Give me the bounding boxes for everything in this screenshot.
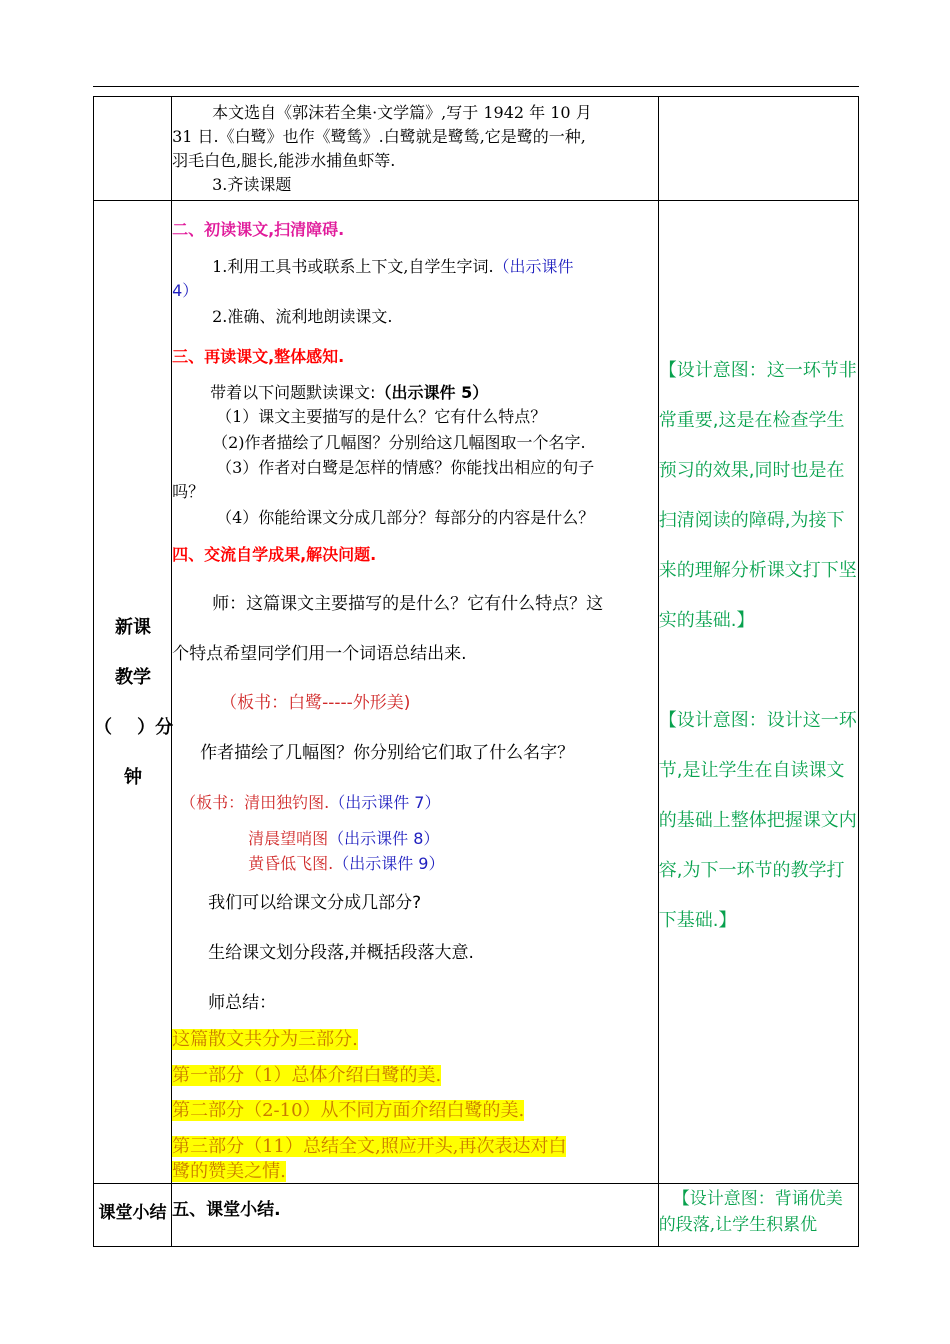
courseware-5-link[interactable]: （出示课件 5） <box>375 383 489 402</box>
teacher-question-1: 师：这篇课文主要描写的是什么？它有什么特点？这 <box>212 594 604 614</box>
summary-line-2: 第二部分（2-10）从不同方面介绍白鹭的美. <box>172 1100 525 1121</box>
intro-line-3: 羽毛白色,腿长,能涉水捕鱼虾等. <box>172 151 396 170</box>
lesson-plan-table <box>93 96 859 1247</box>
summary-line-1: 第一部分（1）总体介绍白鹭的美. <box>172 1065 442 1086</box>
courseware-9-link[interactable]: （出示课件 9） <box>333 854 445 873</box>
intro-line-1: 本文选自《郭沫若全集·文学篇》,写于 1942 年 10 月 <box>212 103 592 122</box>
step-3-heading: 三、再读课文,整体感知. <box>172 347 345 366</box>
courseware-8-link[interactable]: （出示课件 8） <box>328 829 440 848</box>
summary-line-3-cont: 鹭的赞美之情. <box>172 1161 286 1182</box>
student-task: 生给课文划分段落,并概括段落大意. <box>208 943 474 963</box>
class-summary-label-cell <box>94 1184 172 1247</box>
intro-content-cell <box>172 97 659 201</box>
intro-row <box>94 97 859 201</box>
question-4: （4）你能给课文分成几部分？每部分的内容是什么？ <box>216 508 595 527</box>
class-summary-content-cell <box>172 1184 659 1247</box>
section-label-cell <box>94 201 172 1184</box>
step-2-heading: 二、初读课文,扫清障碍. <box>172 220 345 239</box>
question-2: （2)作者描绘了几幅图？分别给这几幅图取一个名字. <box>212 433 586 452</box>
intro-line-4: 3.齐读课题 <box>212 175 292 194</box>
class-summary-heading: 五、课堂小结. <box>172 1200 281 1220</box>
question-1: （1）课文主要描写的是什么？它有什么特点？ <box>216 407 547 426</box>
picture-title-2: 清晨望哨图 <box>248 829 329 848</box>
teacher-question-2: 作者描绘了几幅图？你分别给它们取了什么名字？ <box>200 743 575 763</box>
summary-line-3: 第三部分（11）总结全文,照应开头,再次表达对白 <box>172 1136 567 1157</box>
design-note-1: 【设计意图：这一环节非常重要,这是在检查学生预习的效果,同时也是在扫清阅读的障碍,为接下来的理解分析课文打下坚实的基础.】 <box>658 360 857 631</box>
question-3: （3）作者对白鹭是怎样的情感？你能找出相应的句子 <box>216 458 595 477</box>
courseware-4-link[interactable]: （出示课件 <box>493 257 574 276</box>
teacher-summary-label: 师总结： <box>208 993 277 1013</box>
design-note-3: 【设计意图：背诵优美的段落,让学生积累优 <box>658 1189 843 1235</box>
class-summary-note-cell <box>658 1184 858 1247</box>
intro-line-2: 31 日.《白鹭》也作《鹭鸶》.白鹭就是鹭鸶,它是鹭的一种, <box>172 127 586 146</box>
intro-label-cell <box>94 97 172 201</box>
intro-note-cell <box>658 97 858 201</box>
design-note-2: 【设计意图：设计这一环节,是让学生在自读课文的基础上整体把握课文内容,为下一环节的教学打下基础.】 <box>658 710 857 931</box>
class-summary-row <box>94 1184 859 1247</box>
board-note-2-prefix: （板书： <box>180 793 245 812</box>
section-label-line-4: 钟 <box>124 767 142 788</box>
picture-title-3: 黄昏低飞图. <box>248 854 334 873</box>
question-3-cont: 吗？ <box>172 482 205 501</box>
header-rule <box>93 86 859 87</box>
courseware-4-number: 4） <box>172 281 199 300</box>
section-label-line-3: （ ）分 <box>94 717 174 738</box>
teacher-question-1-cont: 个特点希望同学们用一个词语总结出来. <box>172 644 467 664</box>
teaching-content-cell <box>172 201 659 1184</box>
section-label-line-2: 教学 <box>115 667 151 688</box>
section-label-line-1: 新课 <box>115 617 151 638</box>
courseware-7-link[interactable]: （出示课件 7） <box>329 793 441 812</box>
step-4-heading: 四、交流自学成果,解决问题. <box>172 545 377 564</box>
class-summary-label: 课堂小结 <box>98 1203 167 1223</box>
step-3-intro: 带着以下问题默读课文: <box>210 383 376 402</box>
summary-line-0: 这篇散文共分为三部分. <box>172 1029 358 1050</box>
new-lesson-row <box>94 201 859 1184</box>
design-note-cell <box>658 201 858 1184</box>
step-2-item-2: 2.准确、流利地朗读课文. <box>212 307 393 326</box>
board-note-1: （板书：白鹭-----外形美) <box>220 693 411 713</box>
picture-title-1: 清田独钓图. <box>244 793 330 812</box>
teacher-question-3: 我们可以给课文分成几部分? <box>208 893 422 913</box>
step-2-item-1: 1.利用工具书或联系上下文,自学生字词. <box>212 257 494 276</box>
